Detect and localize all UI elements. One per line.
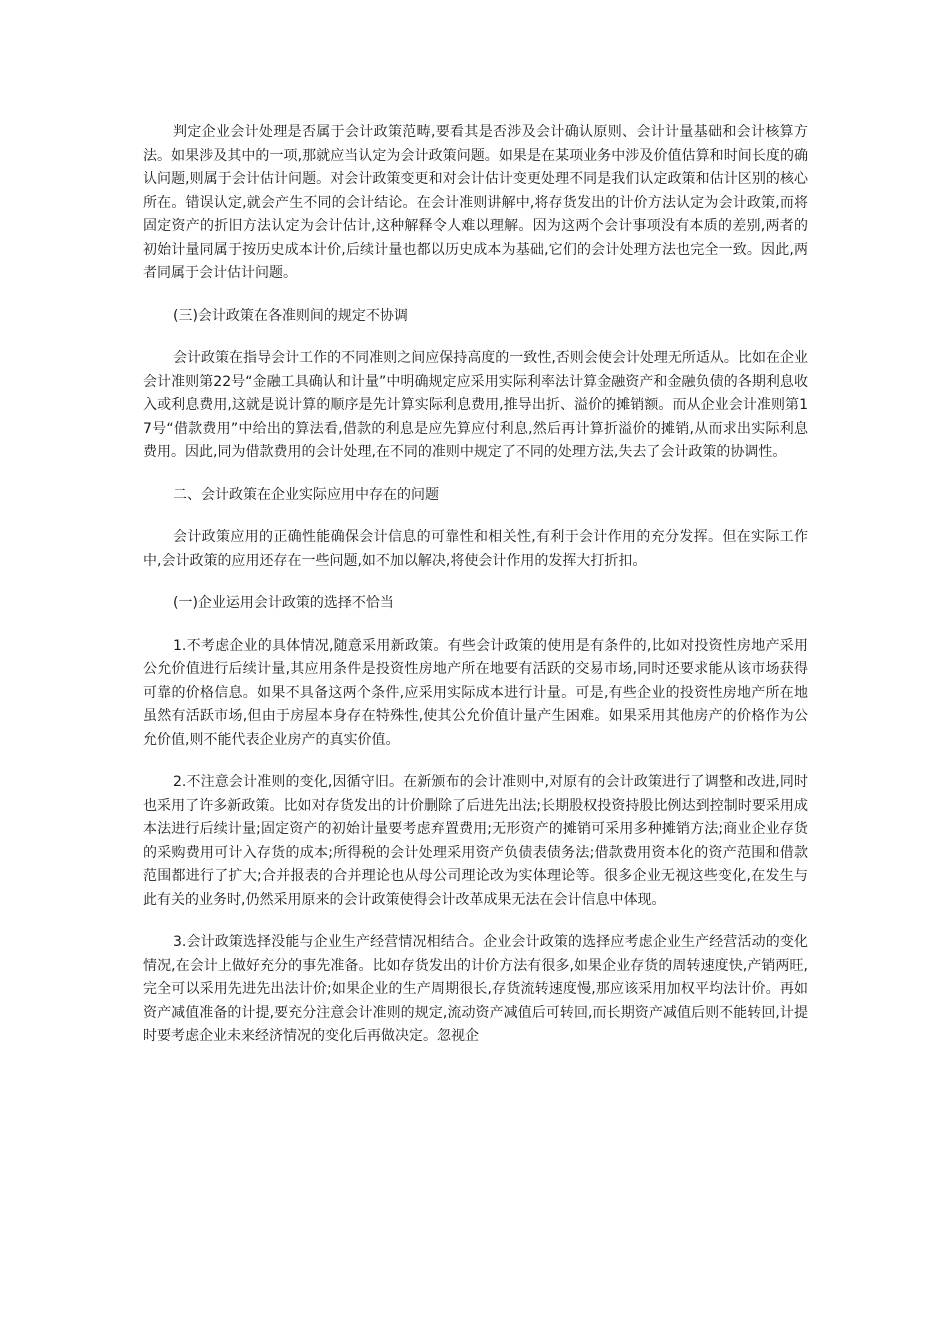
paragraph-standards-inconsistency: 会计政策在指导会计工作的不同准则之间应保持高度的一致性,否则会使会计处理无所适从。比如在企业会计准则第22号“金融工具确认和计量”中明确规定应采用实际利率法计算金融资产和金融负债的各期利息收入或利息费用,这就是说计算的顺序是先计算实际利息费用,推导出折、溢价的摊销额。而从企业会计准则第17号“借款费用”中给出的算法看,借款的利息是应先算应付利息,然后再计算折溢价的摊销,从而求出实际利息费用。因此,同为借款费用的会计处理,在不同的准则中规定了不同的处理方法,失去了会计政策的协调性。	[143, 350, 808, 460]
section-heading-3: (三)会计政策在各准则间的规定不协调	[173, 307, 408, 324]
document-body	[143, 121, 808, 1068]
paragraph-item-3: 3.会计政策选择没能与企业生产经营情况相结合。企业会计政策的选择应考虑企业生产经营活动的变化情况,在会计上做好充分的事先准备。比如存货发出的计价方法有很多,如果企业存货的周转速度快,产销两旺,完全可以采用先进先出法计价;如果企业的生产周期很长,存货流转速度慢,那应该采用加权平均法计价。再如资产减值准备的计提,要充分注意会计准则的规定,流动资产减值后可转回,而长期资产减值后则不能转回,计提时要考虑企业未来经济情况的变化后再做决定。忽视企	[143, 934, 808, 1044]
section-heading-part-2: 二、会计政策在企业实际应用中存在的问题	[173, 486, 439, 503]
paragraph-policy-vs-estimate: 判定企业会计处理是否属于会计政策范畴,要看其是否涉及会计确认原则、会计计量基础和会计核算方法。如果涉及其中的一项,那就应当认定为会计政策问题。如果是在某项业务中涉及价值估算和时间长度的确认问题,则属于会计估计问题。对会计政策变更和对会计估计变更处理不同是我们认定政策和估计区别的核心所在。错误认定,就会产生不同的会计结论。在会计准则讲解中,将存货发出的计价方法认定为会计政策,而将固定资产的折旧方法认定为会计估计,这种解释令人难以理解。因为这两个会计事项没有本质的差别,两者的初始计量同属于按历史成本计价,后续计量也都以历史成本为基础,它们的会计处理方法也完全一致。因此,两者同属于会计估计问题。	[143, 124, 808, 281]
section-heading-1: (一)企业运用会计政策的选择不恰当	[173, 595, 394, 611]
paragraph-item-1: 1.不考虑企业的具体情况,随意采用新政策。有些会计政策的使用是有条件的,比如对投资性房地产采用公允价值进行后续计量,其应用条件是投资性房地产所在地要有活跃的交易市场,同时还要求能从该市场获得可靠的价格信息。如果不具备这两个条件,应采用实际成本进行计量。可是,有些企业的投资性房地产所在地虽然有活跃市场,但由于房屋本身存在特殊性,使其公允价值计量产生困难。如果采用其他房产的价格作为公允价值,则不能代表企业房产的真实价值。	[143, 637, 808, 748]
paragraph-item-2: 2.不注意会计准则的变化,因循守旧。在新颁布的会计准则中,对原有的会计政策进行了调整和改进,同时也采用了许多新政策。比如对存货发出的计价删除了后进先出法;长期股权投资持股比例达到控制时要采用成本法进行后续计量;固定资产的初始计量要考虑弃置费用;无形资产的摊销可采用多种摊销方法;商业企业存货的采购费用可计入存货的成本;所得税的会计处理采用资产负债表债务法;借款费用资本化的资产范围和借款范围都进行了扩大;合并报表的合并理论也从母公司理论改为实体理论等。很多企业无视这些变化,在发生与此有关的业务时,仍然采用原来的会计政策使得会计改革成果无法在会计信息中体现。	[143, 774, 808, 908]
paragraph-application-intro: 会计政策应用的正确性能确保会计信息的可靠性和相关性,有利于会计作用的充分发挥。但在实际工作中,会计政策的应用还存在一些问题,如不加以解决,将使会计作用的发挥大打折扣。	[143, 529, 808, 569]
